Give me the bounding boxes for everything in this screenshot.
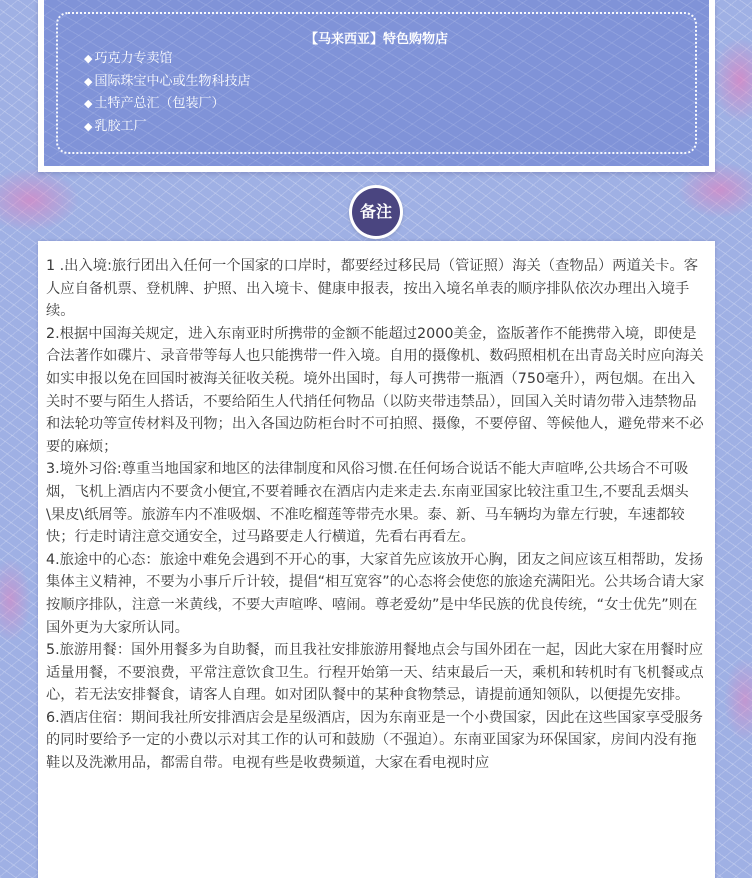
shop-dotted-frame [56,12,697,154]
shop-title: 【马来西亚】特色购物店 [304,32,448,47]
shop-item-label: 土特产总汇（包装厂） [94,96,225,111]
shop-item [84,71,250,94]
diamond-bullet-icon: ◆ [84,52,93,65]
shop-item-label: 国际珠宝中心或生物科技店 [94,73,251,89]
note-paragraph-entry-exit: 1 .出入境:旅行团出入任何一个国家的口岸时，都要经过移民局（管证照）海关（查物品）两道关卡。客人应自备机票、登机牌、护照、出入境卡、健康申报表，按出入境名单表的顺序排队依次办理出入境手续。 [46,258,699,320]
notes-card [38,241,715,878]
shop-item [84,93,250,116]
note-paragraph-mindset: 4.旅途中的心态：旅途中难免会遇到不开心的事，大家首先应该放开心胸，团友之间应该互相帮助，发扬集体主义精神，不要为小事斤斤计较，提倡“相互宽容”的心态将会使您的旅途充满阳光。公共场合请大家按顺序排队，注意一米黄线，不要大声喧哗、嘻闹。尊老爱幼”是中华民族的优良传统，“女士优先”则在国外更为大家所认同。 [46,551,705,636]
notes-badge [349,185,403,239]
note-paragraph-hotel: 6.酒店住宿：期间我社所安排酒店会是星级酒店，因为东南亚是一个小费国家，因此在这些国家享受服务的同时要给予一定的小费以示对其工作的认可和鼓励（不强迫）。东南亚国家为环保国家，房间内没有拖鞋以及洗漱用品，都需自带。电视有些是收费频道，大家在看电视时应 [46,709,703,772]
note-paragraph-customs: 2.根据中国海关规定，进入东南亚时所携带的金额不能超过2000美金，盗版著作不能携带入境，即使是合法著作如碟片、录音带等每人也只能携带一件入境。自用的摄像机、数码照相机在出青岛关时应向海关如实申报以免在回国时被海关征收关税。境外出国时，每人可携带一瓶酒（750毫升），两包烟。在出入关时不要与陌生人搭话，不要给陌生人代捎任何物品（以防夹带违禁品），回国入关时请勿带入违禁物品和法轮功等宣传材料及刊物；出入各国边防柜台时不可拍照、摄像，不要停留、等候他人，避免带来不必要的麻烦； [46,325,704,455]
notes-badge-label: 备注 [352,188,400,236]
diamond-bullet-icon: ◆ [84,97,93,110]
shop-item-label: 乳胶工厂 [94,118,147,134]
notes-body [46,255,706,775]
note-paragraph-customs-abroad: 3.境外习俗:尊重当地国家和地区的法律制度和风俗习惯.在任何场合说话不能大声喧哗,公共场合不可吸烟，飞机上酒店内不要贪小便宜,不要着睡衣在酒店内走来走去.东南亚国家比较注重卫生,不要乱丢烟头\果皮\纸屑等。旅游车内不准吸烟、不准吃榴莲等带壳水果。泰、新、马车辆均为靠左行驶，车速都较快；行走时请注意交通安全，过马路要走人行横道，先看右再看左。 [46,461,689,546]
shop-panel [44,0,709,166]
diamond-bullet-icon: ◆ [84,74,93,88]
shop-list [84,48,250,138]
shop-card [38,0,715,172]
shop-item [84,116,250,139]
shop-item [84,48,250,71]
shop-item-label: 巧克力专卖馆 [94,51,173,66]
diamond-bullet-icon: ◆ [84,119,93,133]
note-paragraph-meals: 5.旅游用餐：国外用餐多为自助餐，而且我社安排旅游用餐地点会与国外团在一起，因此大家在用餐时应适量用餐，不要浪费，平常注意饮食卫生。行程开始第一天、结束最后一天，乘机和转机时有飞机餐或点心，若无法安排餐食，请客人自理。如对团队餐中的某种食物禁忌，请提前通知领队，以便提先安排。 [46,642,704,704]
